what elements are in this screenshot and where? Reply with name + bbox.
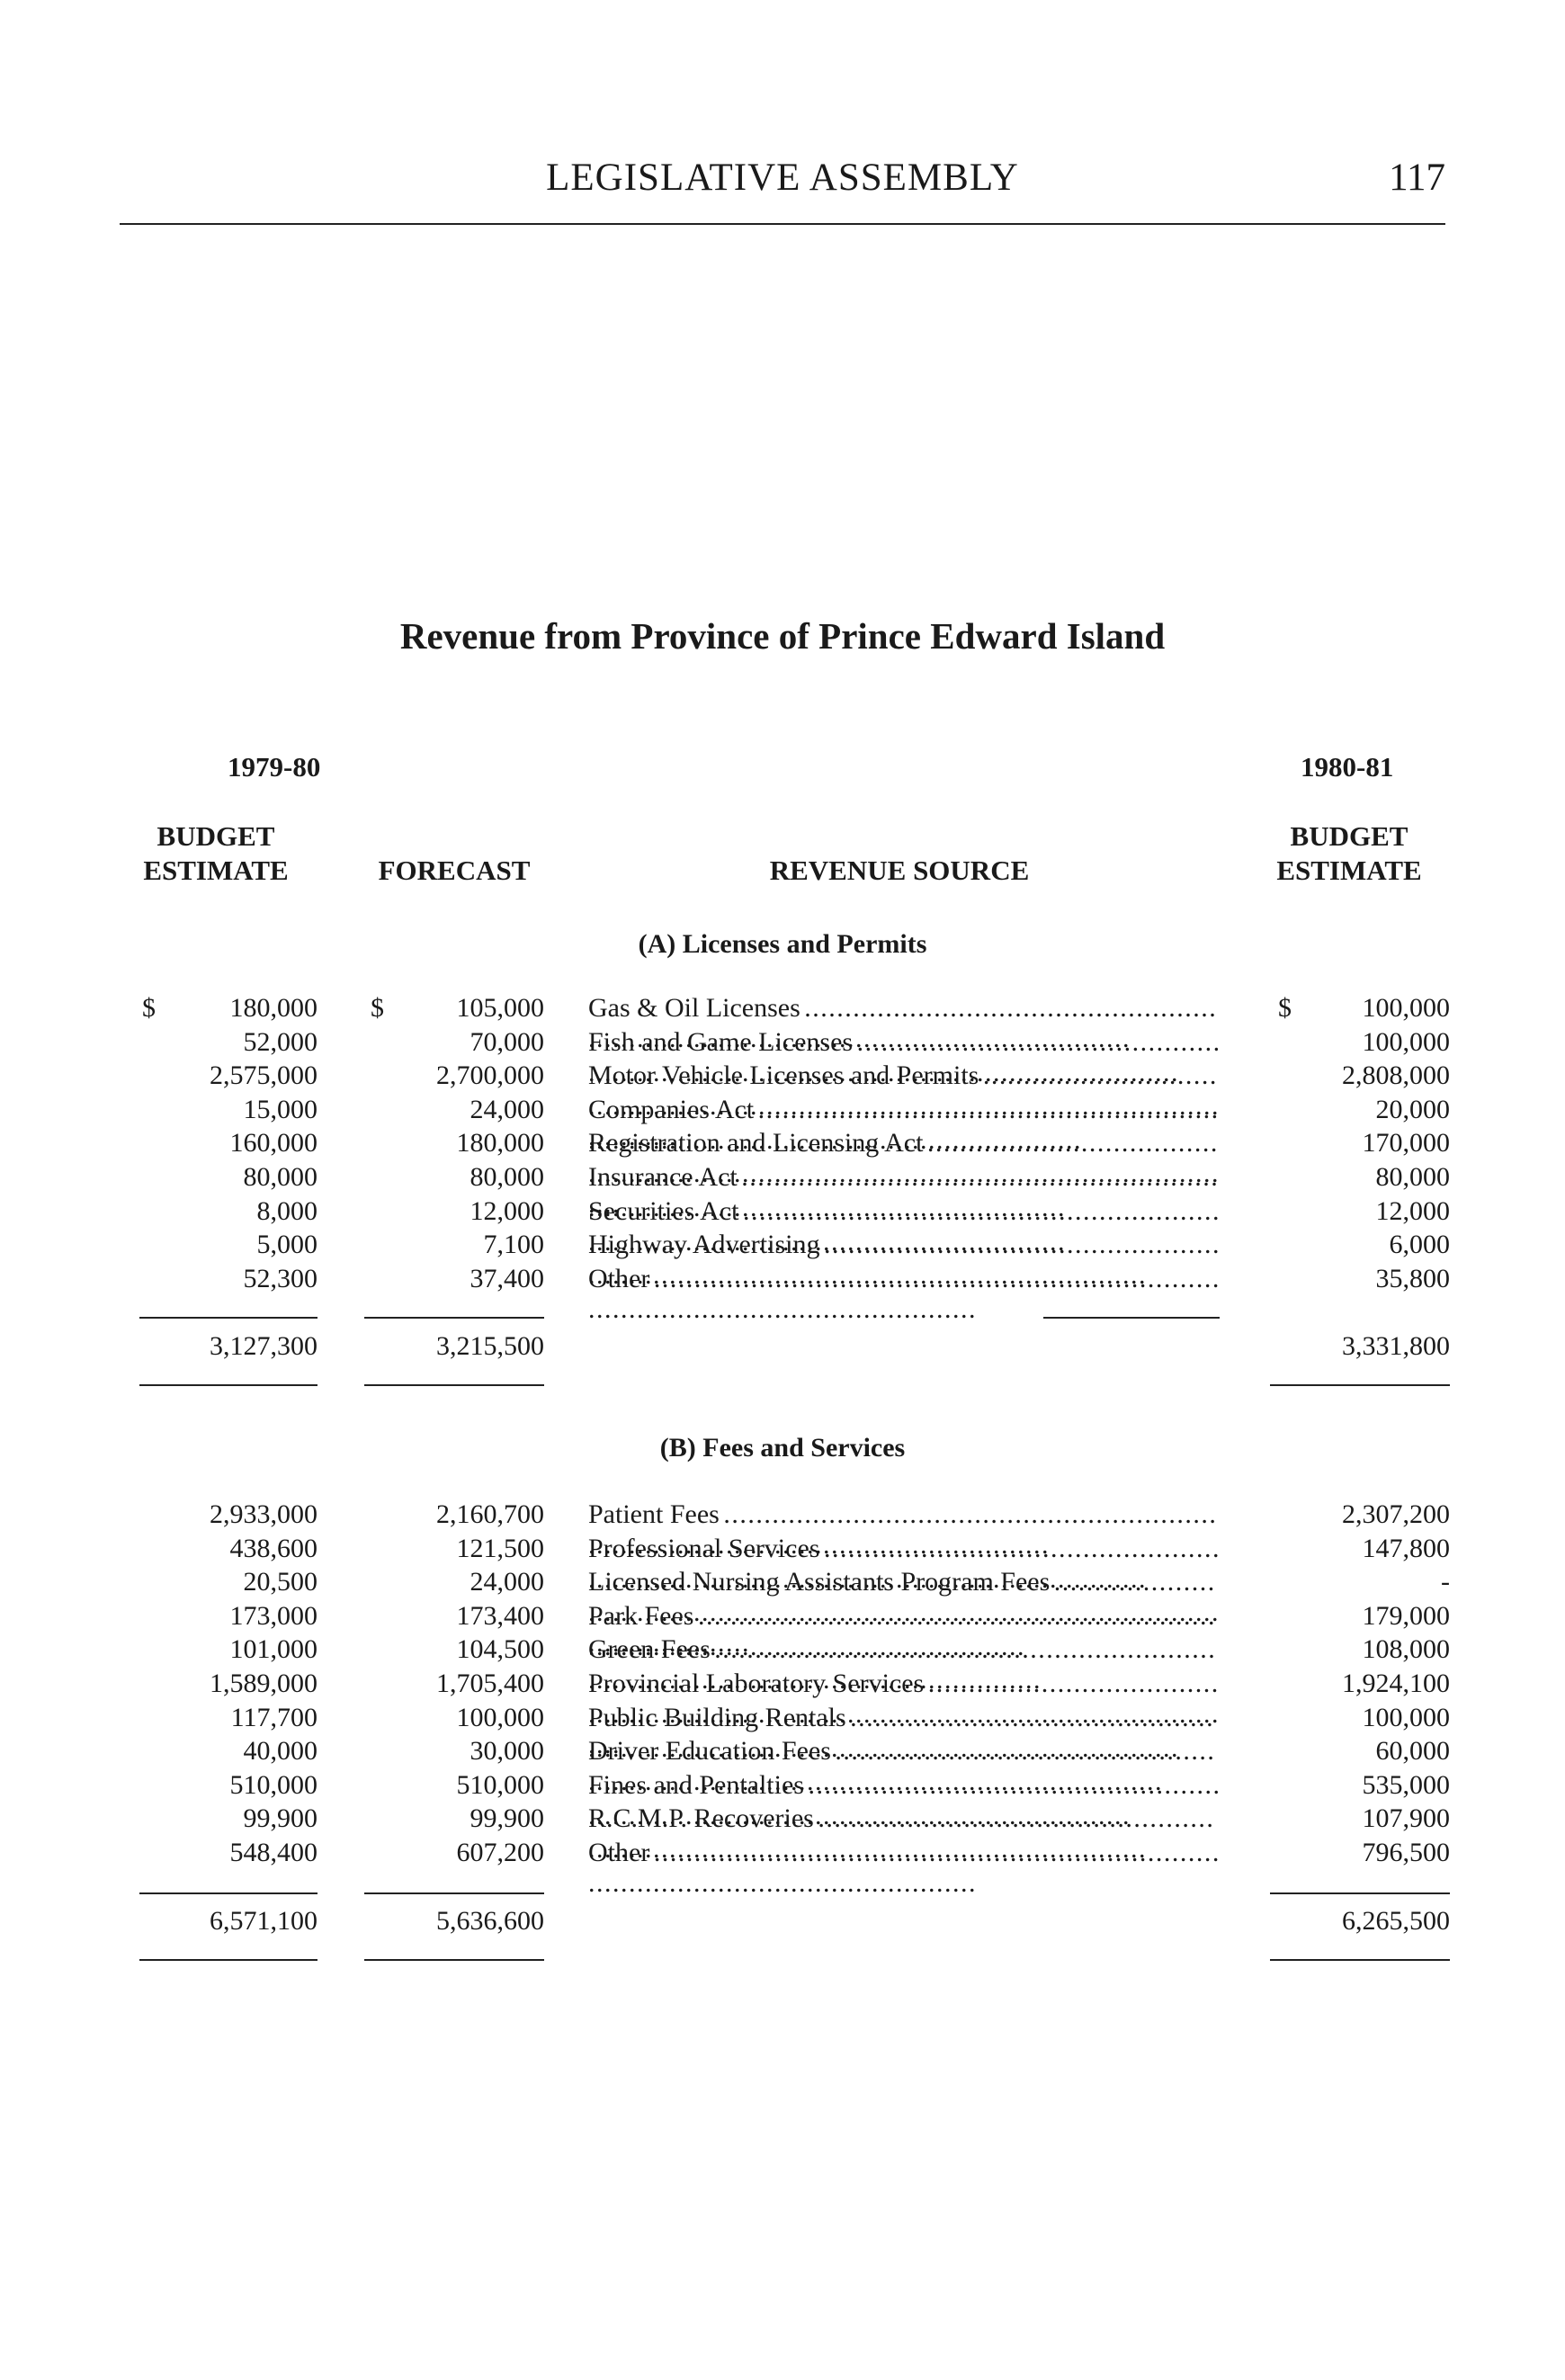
table-row bbox=[0, 1196, 1565, 1230]
revenue-source-cell: Green Fees . . . bbox=[588, 1634, 1218, 1696]
budget-1979-cell: 2,933,000 bbox=[210, 1499, 317, 1529]
budget-1979-cell: 173,000 bbox=[229, 1600, 317, 1631]
section-heading-fees-services: (B) Fees and Services bbox=[659, 1433, 906, 1463]
subtotal-rule bbox=[364, 1317, 544, 1319]
forecast-cell: 1,705,400 bbox=[436, 1669, 544, 1698]
total-budget-1980-fees: 6,265,500 bbox=[1342, 1906, 1450, 1936]
table-row bbox=[0, 1803, 1565, 1838]
column-header-line: BUDGET bbox=[156, 820, 275, 852]
total-budget-1979-licenses: 3,127,300 bbox=[210, 1331, 317, 1361]
table-row bbox=[0, 1128, 1565, 1162]
forecast-cell: 121,500 bbox=[456, 1533, 544, 1563]
budget-1980-cell: 80,000 bbox=[1375, 1162, 1450, 1192]
revenue-source-cell: Licensed Nursing Assistants Program Fees . . . bbox=[588, 1567, 1218, 1659]
table-row bbox=[0, 1601, 1565, 1635]
budget-1979-cell: 180,000 bbox=[229, 993, 317, 1023]
forecast-cell: 173,400 bbox=[456, 1600, 544, 1631]
forecast-cell: 7,100 bbox=[483, 1230, 544, 1260]
table-row bbox=[0, 1770, 1565, 1804]
subtotal-rule bbox=[1043, 1317, 1220, 1319]
revenue-source-cell: Insurance Act . . . bbox=[588, 1162, 1218, 1223]
revenue-source-cell: Provincial Laboratory Services . . . bbox=[588, 1669, 1218, 1760]
budget-1980-cell: 2,307,200 bbox=[1342, 1499, 1450, 1529]
forecast-cell: 24,000 bbox=[470, 1567, 544, 1597]
forecast-cell: 70,000 bbox=[470, 1026, 544, 1057]
total-forecast-licenses: 3,215,500 bbox=[436, 1331, 544, 1361]
year-label-left: 1979-80 bbox=[228, 751, 321, 783]
budget-1980-cell: 179,000 bbox=[1362, 1600, 1450, 1631]
total-rule bbox=[364, 1959, 544, 1961]
budget-1979-cell: 160,000 bbox=[229, 1128, 317, 1159]
forecast-cell: 100,000 bbox=[456, 1702, 544, 1732]
column-header-line: ESTIMATE bbox=[143, 854, 289, 886]
revenue-source-cell: Driver Education Fees . . . bbox=[588, 1736, 1218, 1797]
forecast-cell: 105,000 bbox=[456, 993, 544, 1023]
forecast-cell: 99,900 bbox=[470, 1803, 544, 1834]
revenue-source-cell: Companies Act . . . bbox=[588, 1095, 1218, 1156]
table-row bbox=[0, 1060, 1565, 1095]
column-header-revenue-source: REVENUE SOURCE bbox=[769, 854, 1030, 886]
table-row bbox=[0, 1838, 1565, 1872]
forecast-cell: 12,000 bbox=[470, 1195, 544, 1226]
revenue-source-cell: Securities Act . . . bbox=[588, 1196, 1218, 1257]
column-header-line: ESTIMATE bbox=[1276, 854, 1422, 886]
total-rule bbox=[1270, 1959, 1450, 1961]
dollar-sign-forecast: $ bbox=[371, 993, 384, 1023]
revenue-source-cell: R.C.M.P. Recoveries . . . bbox=[588, 1803, 1218, 1865]
budget-1980-cell: 170,000 bbox=[1362, 1128, 1450, 1159]
budget-1979-cell: 510,000 bbox=[229, 1769, 317, 1800]
total-budget-1980-licenses: 3,331,800 bbox=[1342, 1331, 1450, 1361]
budget-1980-cell: - bbox=[1441, 1567, 1450, 1597]
forecast-cell: 24,000 bbox=[470, 1094, 544, 1124]
budget-1979-cell: 40,000 bbox=[243, 1736, 317, 1767]
budget-1980-cell: 796,500 bbox=[1362, 1838, 1450, 1867]
revenue-source-cell: Other . . . bbox=[588, 1838, 1218, 1899]
table-row bbox=[0, 1736, 1565, 1770]
budget-1980-cell: 100,000 bbox=[1362, 993, 1450, 1023]
budget-1980-cell: 108,000 bbox=[1362, 1634, 1450, 1665]
budget-1980-cell: 35,800 bbox=[1375, 1263, 1450, 1293]
budget-1979-cell: 548,400 bbox=[229, 1838, 317, 1867]
running-header-title: LEGISLATIVE ASSEMBLY bbox=[546, 157, 1019, 199]
total-rule bbox=[139, 1384, 317, 1386]
forecast-cell: 104,500 bbox=[456, 1634, 544, 1665]
budget-1980-cell: 100,000 bbox=[1362, 1026, 1450, 1057]
budget-1980-cell: 147,800 bbox=[1362, 1533, 1450, 1563]
table-row bbox=[0, 1162, 1565, 1196]
table-row bbox=[0, 1634, 1565, 1669]
budget-1979-cell: 101,000 bbox=[229, 1634, 317, 1665]
page-number: 117 bbox=[1389, 157, 1445, 199]
column-header-line: BUDGET bbox=[1290, 820, 1408, 852]
forecast-cell: 2,700,000 bbox=[436, 1060, 544, 1091]
table-row bbox=[0, 1230, 1565, 1264]
subtotal-rule bbox=[139, 1317, 317, 1319]
forecast-cell: 37,400 bbox=[470, 1263, 544, 1293]
revenue-source-cell: Motor Vehicle Licenses and Permits . . . bbox=[588, 1060, 1218, 1152]
table-row bbox=[0, 1027, 1565, 1061]
table-row bbox=[0, 1095, 1565, 1129]
total-budget-1979-fees: 6,571,100 bbox=[210, 1906, 317, 1936]
table-row bbox=[0, 1499, 1565, 1534]
budget-1979-cell: 15,000 bbox=[243, 1094, 317, 1124]
budget-1980-cell: 100,000 bbox=[1362, 1702, 1450, 1732]
total-rule bbox=[364, 1384, 544, 1386]
table-row bbox=[0, 1534, 1565, 1568]
dollar-sign-1979: $ bbox=[142, 993, 156, 1023]
forecast-cell: 180,000 bbox=[456, 1128, 544, 1159]
budget-1980-cell: 6,000 bbox=[1389, 1230, 1450, 1260]
forecast-cell: 607,200 bbox=[456, 1838, 544, 1867]
forecast-cell: 80,000 bbox=[470, 1162, 544, 1192]
document-title: Revenue from Province of Prince Edward Island bbox=[399, 615, 1166, 657]
budget-1980-cell: 2,808,000 bbox=[1342, 1060, 1450, 1091]
budget-1979-cell: 5,000 bbox=[256, 1230, 317, 1260]
table-row bbox=[0, 1669, 1565, 1703]
budget-1980-cell: 60,000 bbox=[1375, 1736, 1450, 1767]
forecast-cell: 30,000 bbox=[470, 1736, 544, 1767]
budget-1979-cell: 8,000 bbox=[256, 1195, 317, 1226]
revenue-source-cell: Fish and Game Licenses . . . bbox=[588, 1027, 1218, 1088]
table-row bbox=[0, 1567, 1565, 1601]
revenue-source-cell: Registration and Licensing Act . . . bbox=[588, 1128, 1218, 1220]
budget-1980-cell: 535,000 bbox=[1362, 1769, 1450, 1800]
budget-1980-cell: 1,924,100 bbox=[1342, 1669, 1450, 1698]
revenue-source-cell: Highway Advertising . . . bbox=[588, 1230, 1218, 1291]
budget-1979-cell: 438,600 bbox=[229, 1533, 317, 1563]
budget-1979-cell: 52,300 bbox=[243, 1263, 317, 1293]
forecast-cell: 510,000 bbox=[456, 1769, 544, 1800]
revenue-source-cell: Fines and Pentalties . . . bbox=[588, 1770, 1218, 1831]
budget-1980-cell: 107,900 bbox=[1362, 1803, 1450, 1834]
budget-1979-cell: 20,500 bbox=[243, 1567, 317, 1597]
budget-1980-cell: 20,000 bbox=[1375, 1094, 1450, 1124]
budget-1980-cell: 12,000 bbox=[1375, 1195, 1450, 1226]
budget-1979-cell: 99,900 bbox=[243, 1803, 317, 1834]
total-rule bbox=[1270, 1384, 1450, 1386]
budget-1979-cell: 52,000 bbox=[243, 1026, 317, 1057]
revenue-source-cell: Patient Fees . . . bbox=[588, 1499, 1218, 1561]
header-rule bbox=[120, 223, 1445, 225]
subtotal-rule bbox=[139, 1892, 317, 1894]
table-row bbox=[0, 1703, 1565, 1737]
budget-1979-cell: 80,000 bbox=[243, 1162, 317, 1192]
column-header-budget-estimate-left bbox=[108, 819, 324, 888]
budget-1979-cell: 2,575,000 bbox=[210, 1060, 317, 1091]
revenue-source-cell: Gas & Oil Licenses . . . bbox=[588, 993, 1218, 1054]
budget-1979-cell: 1,589,000 bbox=[210, 1669, 317, 1698]
revenue-source-cell: Park Fees . . . bbox=[588, 1601, 1218, 1662]
total-rule bbox=[139, 1959, 317, 1961]
dollar-sign-1980: $ bbox=[1278, 993, 1292, 1023]
column-header-budget-estimate-right bbox=[1241, 819, 1457, 888]
revenue-source-cell: Professional Services . . . bbox=[588, 1534, 1218, 1595]
section-heading-licenses-permits: (A) Licenses and Permits bbox=[638, 929, 927, 959]
table-row bbox=[0, 993, 1565, 1027]
total-forecast-fees: 5,636,600 bbox=[436, 1906, 544, 1936]
revenue-source-cell: Other . . . bbox=[588, 1264, 1218, 1325]
revenue-source-cell: Public Building Rentals . . . bbox=[588, 1703, 1218, 1764]
year-label-right: 1980-81 bbox=[1301, 751, 1394, 783]
forecast-cell: 2,160,700 bbox=[436, 1499, 544, 1529]
budget-1979-cell: 117,700 bbox=[230, 1702, 317, 1732]
table-row bbox=[0, 1264, 1565, 1298]
subtotal-rule bbox=[364, 1892, 544, 1894]
column-header-forecast: FORECAST bbox=[378, 854, 531, 886]
subtotal-rule bbox=[1270, 1892, 1450, 1894]
